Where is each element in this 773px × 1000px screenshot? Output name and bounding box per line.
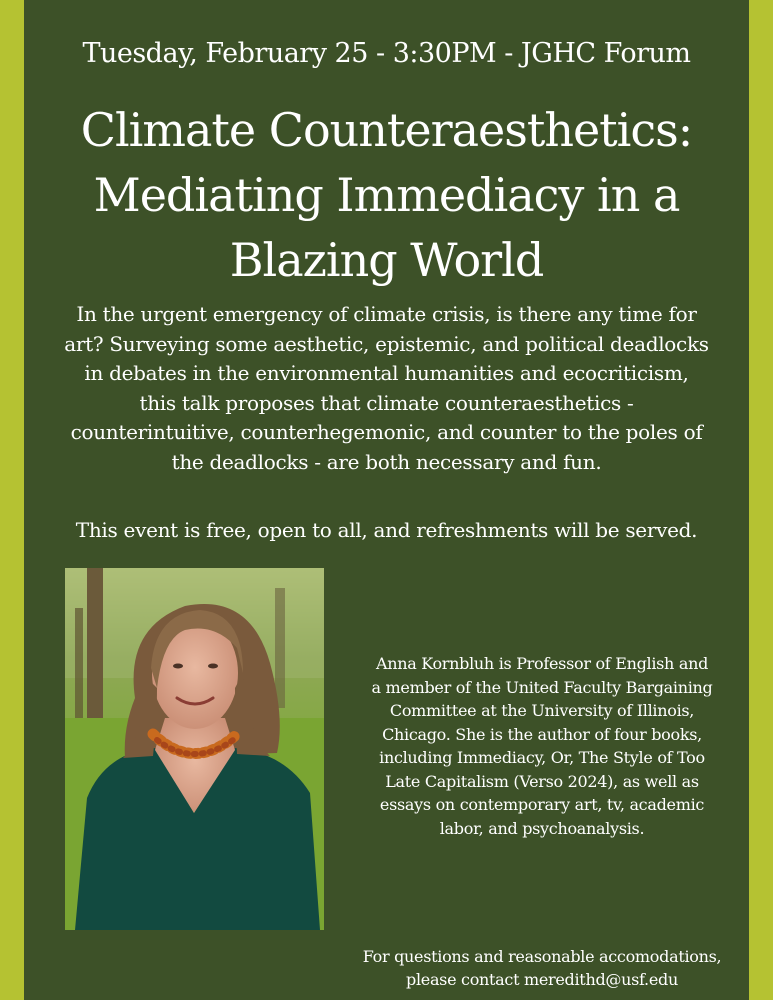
speaker-photo [65, 568, 324, 930]
talk-title [24, 98, 749, 293]
bio-line: labor, and psychoanalysis. [439, 818, 645, 838]
title-line: Mediating Immediacy in a [93, 168, 680, 222]
contact-line: please contact meredithd@usf.edu [406, 970, 678, 989]
bio-line: Committee at the University of Illinois, [389, 701, 695, 720]
abstract-line: the deadlocks - are both necessary and fun. [171, 449, 602, 474]
abstract-line: in debates in the environmental humanities and ecocriticism, [84, 361, 689, 385]
abstract-line: this talk proposes that climate counteraesthetics - [139, 390, 634, 415]
abstract-line: art? Surveying some aesthetic, epistemic, and political deadlocks [64, 331, 709, 356]
title-line: Blazing World [229, 233, 544, 287]
talk-abstract [24, 300, 749, 477]
bio-line: Chicago. She is the author of four books, [382, 724, 702, 744]
free-event-notice: This event is free, open to all, and refreshments will be served. [75, 518, 698, 542]
contact-line: For questions and reasonable accomodations, [362, 947, 722, 966]
event-poster [24, 0, 749, 1000]
bio-line: Anna Kornbluh is Professor of English and [375, 654, 709, 673]
contact-info [342, 945, 742, 991]
event-details: Tuesday, February 25 - 3:30PM - JGHC Forum [82, 38, 691, 69]
abstract-line: In the urgent emergency of climate crisis, is there any time for [76, 302, 697, 326]
bio-line: including Immediacy, Or, The Style of Too [379, 748, 705, 767]
speaker-bio [342, 652, 742, 840]
title-line: Climate Counteraesthetics: [80, 103, 693, 157]
abstract-line: counterintuitive, counterhegemonic, and counter to the poles of [70, 420, 703, 444]
bio-line: a member of the United Faculty Bargaining [371, 677, 713, 697]
bio-line: Late Capitalism (Verso 2024), as well as [385, 771, 699, 791]
bio-line: essays on contemporary art, tv, academic [379, 795, 705, 814]
